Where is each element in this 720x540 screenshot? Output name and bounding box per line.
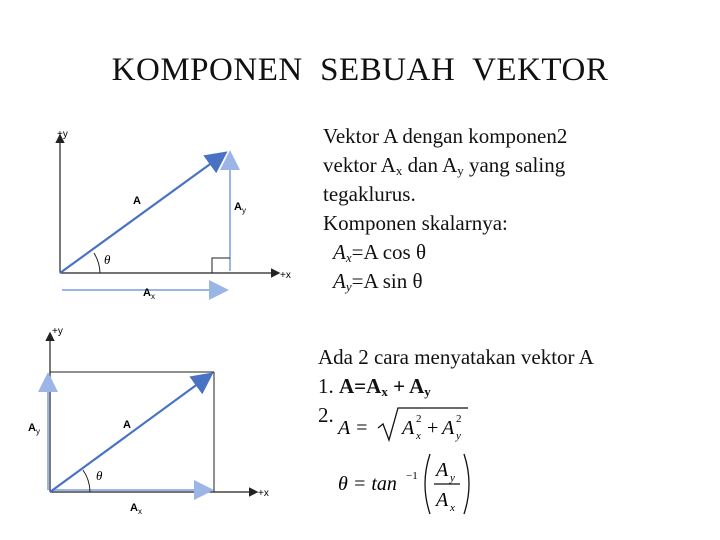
desc-line-2: vektor $A_x$ dan $A_y$ yang saling bbox=[323, 153, 566, 178]
formula-ax-sup: 2 bbox=[416, 413, 422, 425]
vector-label-2: A bbox=[123, 419, 131, 431]
desc-line-3: tegaklurus. bbox=[323, 182, 416, 206]
formula-ay-sub: y bbox=[456, 430, 461, 442]
formula-denominator-sub: x bbox=[450, 502, 455, 514]
formula-ay-term: A bbox=[442, 417, 455, 439]
formula-direction-lhs: θ = tan bbox=[338, 473, 397, 495]
x-axis-label-1: +x bbox=[280, 270, 291, 281]
angle-label-2: θ bbox=[96, 468, 103, 483]
methods-intro: Ada 2 cara menyatakan vektor A bbox=[318, 345, 594, 369]
equation-ax: $A_x=A$ cos θ bbox=[333, 240, 427, 265]
formula-magnitude bbox=[336, 402, 486, 447]
method-1: 1. $A=A_x + A_y$ bbox=[318, 374, 431, 399]
vector-figure-1 bbox=[40, 118, 340, 308]
formula-magnitude-lhs: A = bbox=[338, 417, 369, 439]
x-axis-label-2: +x bbox=[258, 488, 269, 499]
paren-left bbox=[425, 454, 430, 514]
formula-numerator: A bbox=[436, 459, 449, 481]
desc-line-1: Vektor A dengan komponen2 bbox=[323, 124, 568, 148]
angle-label-1: θ bbox=[104, 252, 111, 267]
formula-plus: + bbox=[427, 417, 439, 439]
paren-right bbox=[464, 454, 469, 514]
vector-a-2 bbox=[50, 375, 210, 492]
angle-arc-2 bbox=[83, 470, 90, 492]
desc-line-4: Komponen skalarnya: bbox=[323, 211, 508, 235]
formula-denominator: A bbox=[436, 489, 449, 511]
y-axis-label-2: +y bbox=[52, 326, 63, 337]
formula-direction bbox=[336, 450, 486, 520]
vector-a-1 bbox=[60, 154, 224, 273]
equation-ay: $A_y=A$ sin θ bbox=[333, 269, 423, 294]
formula-direction-sup: −1 bbox=[406, 470, 418, 482]
sqrt-sign bbox=[378, 408, 468, 440]
formula-ax-sub: x bbox=[416, 430, 421, 442]
right-angle-mark-1 bbox=[212, 258, 230, 273]
ay-label-2: Ay bbox=[28, 422, 40, 436]
ax-label-1: Ax bbox=[143, 287, 155, 301]
formula-ay-sup: 2 bbox=[456, 413, 462, 425]
angle-arc-1 bbox=[94, 253, 100, 273]
ay-label-1: Ay bbox=[234, 201, 246, 215]
description-text bbox=[323, 122, 567, 296]
formula-numerator-sub: y bbox=[450, 472, 455, 484]
vector-label-1: A bbox=[133, 195, 141, 207]
vector-figure-2 bbox=[28, 318, 328, 518]
method-2: 2. bbox=[318, 403, 334, 427]
y-axis-label-1: +y bbox=[57, 129, 68, 140]
ax-label-2: Ax bbox=[130, 502, 142, 516]
page-title: KOMPONEN SEBUAH VEKTOR bbox=[111, 52, 609, 88]
formula-ax-term: A bbox=[402, 417, 415, 439]
